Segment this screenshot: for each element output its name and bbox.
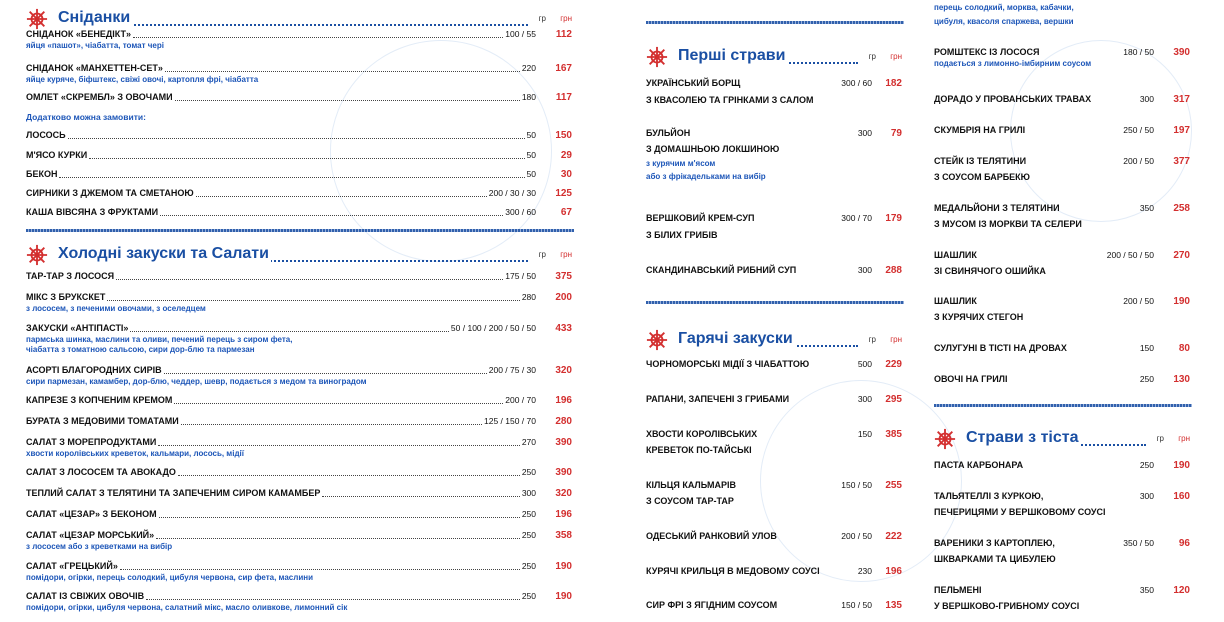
item-weight: 250 <box>1139 374 1154 384</box>
leader-dots <box>146 599 520 600</box>
item-price: 117 <box>555 92 572 103</box>
menu-item <box>26 28 574 51</box>
item-price: 190 <box>555 561 572 572</box>
menu-item <box>26 62 574 85</box>
item-line <box>26 62 536 75</box>
menu-item <box>934 46 1192 69</box>
section-divider <box>646 21 904 24</box>
item-weight: 300 <box>857 394 872 404</box>
menu-item <box>26 129 574 142</box>
item-weight: 350 <box>1139 585 1154 595</box>
item-weight: 350 / 50 <box>1123 538 1154 548</box>
section-title: Сніданки <box>58 9 131 26</box>
item-name: ТАЛЬЯТЕЛЛІ З КУРКОЮ, <box>934 491 1044 501</box>
leader-dots <box>174 403 503 404</box>
item-name: ОМЛЕТ «СКРЕМБЛ» З ОВОЧАМИ <box>26 92 173 102</box>
menu-item <box>934 584 1192 613</box>
item-price: 320 <box>555 488 572 499</box>
item-price: 358 <box>555 530 572 541</box>
item-price: 390 <box>555 437 572 448</box>
item-name: УКРАЇНСЬКИЙ БОРЩ <box>646 78 741 88</box>
item-price: 79 <box>890 128 902 139</box>
leader-dots <box>133 37 503 38</box>
item-line <box>26 508 536 521</box>
item-price: 120 <box>1173 585 1190 596</box>
item-description: яйце куряче, біфштекс, свіжі овочі, картопля фрі, чіабатта <box>26 75 259 84</box>
item-line <box>26 415 536 428</box>
ships-wheel-icon <box>646 46 668 68</box>
item-name: КАША ВІВСЯНА З ФРУКТАМИ <box>26 207 159 217</box>
item-weight: 180 / 50 <box>1123 47 1154 57</box>
section-header <box>26 242 574 266</box>
menu-item <box>646 565 904 578</box>
item-line <box>26 560 536 573</box>
item-weight: 150 / 50 <box>841 480 872 490</box>
section-dough-dishes <box>934 426 1192 450</box>
item-weight: 175 / 50 <box>505 271 536 281</box>
item-price: 160 <box>1173 491 1190 502</box>
item-weight: 200 / 50 <box>841 531 872 541</box>
menu-item <box>26 364 574 387</box>
item-name-line2: ЗІ СВИНЯЧОГО ОШИЙКА <box>934 266 1046 276</box>
item-description: з лососем або з креветками на вибір <box>26 542 173 551</box>
item-name: ШАШЛИК <box>934 296 977 306</box>
item-price: 320 <box>555 365 572 376</box>
item-line <box>26 291 536 304</box>
item-price: 196 <box>555 509 572 520</box>
item-price: 295 <box>885 394 902 405</box>
menu-column-middle <box>646 0 904 622</box>
item-name: ДОРАДО У ПРОВАНСЬКИХ ТРАВАХ <box>934 94 1092 104</box>
item-weight: 250 / 50 <box>1123 125 1154 135</box>
item-name: КАПРЕЗЕ З КОПЧЕНИМ КРЕМОМ <box>26 395 173 405</box>
currency-label: грн <box>890 335 902 344</box>
item-price: 112 <box>555 29 572 40</box>
item-price: 229 <box>885 359 902 370</box>
item-price: 433 <box>555 323 572 334</box>
section-title: Страви з тіста <box>966 429 1079 446</box>
item-name: КІЛЬЦЯ КАЛЬМАРІВ <box>646 480 736 490</box>
item-price: 179 <box>885 213 902 224</box>
menu-item <box>934 537 1192 566</box>
item-description: подається з лимонно-імбирним соусом <box>934 59 1092 68</box>
item-line <box>26 187 536 200</box>
leader-dots <box>107 300 519 301</box>
item-price: 200 <box>555 292 572 303</box>
menu-item <box>26 206 574 219</box>
section-divider <box>646 301 904 304</box>
item-name: ПЕЛЬМЕНІ <box>934 585 982 595</box>
menu-column-left <box>26 0 574 622</box>
item-name-line2: З ДОМАШНЬОЮ ЛОКШИНОЮ <box>646 144 780 154</box>
item-line <box>26 529 536 542</box>
item-price: 150 <box>555 130 572 141</box>
item-name-line2: У ВЕРШКОВО-ГРИБНОМУ СОУСІ <box>934 601 1080 611</box>
item-name: ТАР-ТАР З ЛОСОСЯ <box>26 271 115 281</box>
item-weight: 350 <box>1139 203 1154 213</box>
item-price: 385 <box>885 429 902 440</box>
item-weight: 250 <box>521 561 536 571</box>
item-name: ОДЕСЬКИЙ РАНКОВИЙ УЛОВ <box>646 531 777 541</box>
item-price: 258 <box>1173 203 1190 214</box>
item-line <box>26 91 536 104</box>
currency-label: гр <box>868 52 876 61</box>
leader-dots <box>59 177 524 178</box>
menu-item <box>26 168 574 181</box>
leader-dots <box>89 158 524 159</box>
menu-item <box>26 394 574 407</box>
item-weight: 250 <box>521 591 536 601</box>
item-name: СУЛУГУНІ В ТІСТІ НА ДРОВАХ <box>934 343 1067 353</box>
menu-item <box>26 322 574 345</box>
item-name: САЛАТ ІЗ СВІЖИХ ОВОЧІВ <box>26 591 145 601</box>
menu-item <box>646 77 904 107</box>
item-line <box>26 28 536 41</box>
menu-item <box>934 342 1192 355</box>
ships-wheel-icon <box>934 428 956 450</box>
item-name: АСОРТІ БЛАГОРОДНИХ СИРІВ <box>26 365 162 375</box>
menu-item <box>26 187 574 200</box>
item-name: БУРАТА З МЕДОВИМИ ТОМАТАМИ <box>26 416 179 426</box>
currency-label: грн <box>560 250 572 259</box>
item-line <box>26 270 536 283</box>
menu-item <box>26 529 574 552</box>
menu-item <box>26 91 574 104</box>
item-price: 196 <box>885 566 902 577</box>
item-weight: 300 / 70 <box>841 213 872 223</box>
item-description: або з фрікадельками на вибір <box>646 172 766 181</box>
item-name: САЛАТ З МОРЕПРОДУКТАМИ <box>26 437 157 447</box>
item-price: 135 <box>885 600 902 611</box>
item-price: 190 <box>1173 460 1190 471</box>
menu-item <box>646 358 904 371</box>
item-weight: 200 / 75 / 30 <box>488 365 536 375</box>
item-name: СИРНИКИ З ДЖЕМОМ ТА СМЕТАНОЮ <box>26 188 194 198</box>
item-price: 288 <box>885 265 902 276</box>
item-name-line2: КРЕВЕТОК ПО-ТАЙСЬКІ <box>646 445 752 455</box>
item-description: цибуля, квасоля спаржева, вершки <box>934 17 1074 26</box>
menu-item <box>934 295 1192 324</box>
item-name-line2: З МУСОМ ІЗ МОРКВИ ТА СЕЛЕРИ <box>934 219 1082 229</box>
item-weight: 200 / 30 / 30 <box>488 188 536 198</box>
item-price: 196 <box>555 395 572 406</box>
item-weight: 125 / 150 / 70 <box>484 416 536 426</box>
item-weight: 500 <box>857 359 872 369</box>
item-weight: 150 <box>1139 343 1154 353</box>
menu-item <box>26 291 574 314</box>
item-price: 255 <box>885 480 902 491</box>
item-name: КУРЯЧІ КРИЛЬЦЯ В МЕДОВОМУ СОУСІ <box>646 566 820 576</box>
item-weight: 50 <box>526 169 536 179</box>
item-line <box>26 487 536 500</box>
item-price: 377 <box>1173 156 1190 167</box>
menu-item <box>934 93 1192 106</box>
item-weight: 200 / 50 <box>1123 296 1154 306</box>
item-name: САЛАТ «ЦЕЗАР МОРСЬКИЙ» <box>26 530 155 540</box>
item-price: 280 <box>555 416 572 427</box>
item-line <box>26 394 536 407</box>
item-weight: 50 / 100 / 200 / 50 / 50 <box>450 323 536 333</box>
menu-item <box>26 436 574 459</box>
item-price: 190 <box>1173 296 1190 307</box>
item-line <box>26 364 536 377</box>
item-weight: 300 / 60 <box>841 78 872 88</box>
leader-dots <box>160 215 503 216</box>
item-weight: 200 / 50 <box>1123 156 1154 166</box>
item-name-line2: З КУРЯЧИХ СТЕГОН <box>934 312 1024 322</box>
leader-dots <box>196 196 487 197</box>
item-price: 390 <box>555 467 572 478</box>
section-breakfast <box>26 6 574 30</box>
item-name: ВЕРШКОВИЙ КРЕМ-СУП <box>646 213 755 223</box>
item-description: з курячим м'ясом <box>646 159 716 168</box>
item-name: ОВОЧІ НА ГРИЛІ <box>934 374 1008 384</box>
section-header <box>646 327 904 351</box>
ships-wheel-icon <box>26 8 48 30</box>
item-description: хвости королівських креветок, кальмари, лосось, мідії <box>26 449 244 458</box>
leader-dots <box>322 496 519 497</box>
leader-dots <box>156 538 520 539</box>
item-name-line2: ШКВАРКАМИ ТА ЦИБУЛЕЮ <box>934 554 1056 564</box>
item-name: СКАНДИНАВСЬКИЙ РИБНИЙ СУП <box>646 265 797 275</box>
item-name: М'ЯСО КУРКИ <box>26 150 88 160</box>
item-name: ШАШЛИК <box>934 250 977 260</box>
menu-item <box>646 479 904 508</box>
item-weight: 230 <box>857 566 872 576</box>
item-weight: 300 / 60 <box>505 207 536 217</box>
item-name-line2: З СОУСОМ ТАР-ТАР <box>646 496 734 506</box>
currency-label: гр <box>538 250 546 259</box>
menu-item <box>934 155 1192 184</box>
item-name-line2: З БІЛИХ ГРИБІВ <box>646 230 718 240</box>
item-weight: 250 <box>521 530 536 540</box>
item-price: 67 <box>560 207 572 218</box>
item-line <box>26 149 536 162</box>
item-name: ПАСТА КАРБОНАРА <box>934 460 1024 470</box>
item-line <box>26 466 536 479</box>
currency-label: гр <box>868 335 876 344</box>
extra-label: Додатково можна замовити: <box>26 112 146 122</box>
section-first-courses <box>646 44 904 68</box>
item-name-line2: ПЕЧЕРИЦЯМИ У ВЕРШКОВОМУ СОУСІ <box>934 507 1106 517</box>
leader-dots <box>158 445 519 446</box>
section-header <box>26 6 574 30</box>
item-price: 182 <box>885 78 902 89</box>
item-weight: 180 <box>521 92 536 102</box>
item-name: БЕКОН <box>26 169 58 179</box>
menu-item <box>26 149 574 162</box>
item-weight: 300 <box>1139 491 1154 501</box>
item-line <box>26 590 536 603</box>
item-price: 96 <box>1178 538 1190 549</box>
leader-dots <box>165 71 520 72</box>
item-name: ЗАКУСКИ «АНТІПАСТІ» <box>26 323 129 333</box>
currency-label: грн <box>890 52 902 61</box>
item-price: 222 <box>885 531 902 542</box>
item-line <box>26 168 536 181</box>
item-weight: 200 / 70 <box>505 395 536 405</box>
item-name-line2: З КВАСОЛЕЮ ТА ГРІНКАМИ З САЛОМ <box>646 95 814 105</box>
item-name: СКУМБРІЯ НА ГРИЛІ <box>934 125 1026 135</box>
menu-item <box>26 270 574 283</box>
item-price: 130 <box>1173 374 1190 385</box>
item-description: пармська шинка, маслини та оливи, печений перець з сиром фета, <box>26 335 293 344</box>
leader-dots <box>130 331 448 332</box>
item-name: РАПАНИ, ЗАПЕЧЕНІ З ГРИБАМИ <box>646 394 790 404</box>
section-divider <box>26 229 574 232</box>
item-price: 197 <box>1173 125 1190 136</box>
item-name: РОМШТЕКС ІЗ ЛОСОСЯ <box>934 47 1040 57</box>
item-weight: 50 <box>526 150 536 160</box>
leader-dots <box>68 138 525 139</box>
item-price: 390 <box>1173 47 1190 58</box>
menu-item <box>934 373 1192 386</box>
section-header <box>934 426 1192 450</box>
item-line <box>26 436 536 449</box>
menu-item <box>26 508 574 521</box>
item-weight: 250 <box>521 509 536 519</box>
item-name: САЛАТ «ЦЕЗАР» З БЕКОНОМ <box>26 509 157 519</box>
ships-wheel-icon <box>26 244 48 266</box>
item-name: САЛАТ «ГРЕЦЬКИЙ» <box>26 561 118 571</box>
menu-item <box>26 466 574 479</box>
item-weight: 250 <box>1139 460 1154 470</box>
item-weight: 150 / 50 <box>841 600 872 610</box>
item-line <box>26 129 536 142</box>
menu-item <box>934 490 1192 519</box>
item-weight: 220 <box>521 63 536 73</box>
item-weight: 150 <box>857 429 872 439</box>
item-weight: 300 <box>857 128 872 138</box>
currency-label: грн <box>1178 434 1190 443</box>
item-name: ЛОСОСЬ <box>26 130 66 140</box>
section-hot-snacks <box>646 327 904 351</box>
item-line <box>26 206 536 219</box>
item-name: СНІДАНОК «БЕНЕДІКТ» <box>26 29 132 39</box>
item-price: 125 <box>555 188 572 199</box>
leader-dots <box>175 100 520 101</box>
leader-dots <box>120 569 520 570</box>
currency-label: гр <box>538 14 546 23</box>
item-name: ХВОСТИ КОРОЛІВСЬКИХ <box>646 429 758 439</box>
item-weight: 300 <box>521 488 536 498</box>
menu-item <box>646 428 904 457</box>
item-name: ВАРЕНИКИ З КАРТОПЛЕЮ, <box>934 538 1055 548</box>
menu-item <box>26 415 574 428</box>
item-line <box>26 322 536 335</box>
item-price: 80 <box>1178 343 1190 354</box>
menu-item <box>934 202 1192 231</box>
section-header <box>646 44 904 68</box>
menu-item <box>646 599 904 612</box>
currency-label: гр <box>1156 434 1164 443</box>
leader-dots <box>116 279 503 280</box>
leader-dots <box>159 517 520 518</box>
item-name-line2: З СОУСОМ БАРБЕКЮ <box>934 172 1030 182</box>
leader-dots <box>164 373 487 374</box>
section-divider <box>934 404 1192 407</box>
item-description: чіабатта з томатною сальсою, сири дор-блю та пармезан <box>26 345 255 354</box>
menu-column-right <box>934 0 1192 622</box>
item-weight: 250 <box>521 467 536 477</box>
item-name: МІКС З БРУКСКЕТ <box>26 292 106 302</box>
item-price: 317 <box>1173 94 1190 105</box>
item-description: перець солодкий, морква, кабачки, <box>934 3 1074 12</box>
item-name: ТЕПЛИЙ САЛАТ З ТЕЛЯТИНИ ТА ЗАПЕЧЕНИМ СИРОМ КАМАМБЕР <box>26 488 321 498</box>
menu-item <box>26 487 574 500</box>
item-weight: 300 <box>857 265 872 275</box>
item-name: САЛАТ З ЛОСОСЕМ ТА АВОКАДО <box>26 467 176 477</box>
ships-wheel-icon <box>646 329 668 351</box>
item-name: БУЛЬЙОН <box>646 128 691 138</box>
item-price: 30 <box>560 169 572 180</box>
item-weight: 50 <box>526 130 536 140</box>
section-cold-snacks <box>26 242 574 266</box>
section-title: Перші страви <box>678 47 786 64</box>
currency-label: грн <box>560 14 572 23</box>
menu-item <box>934 459 1192 472</box>
item-price: 190 <box>555 591 572 602</box>
item-price: 167 <box>555 63 572 74</box>
leader-dots <box>178 475 520 476</box>
item-description: з лососем, з печеними овочами, з оселедцем <box>26 304 206 313</box>
item-weight: 300 <box>1139 94 1154 104</box>
item-price: 375 <box>555 271 572 282</box>
item-weight: 100 / 55 <box>505 29 536 39</box>
menu-item <box>646 127 904 182</box>
menu-item <box>646 264 904 277</box>
item-weight: 280 <box>521 292 536 302</box>
item-description: помідори, огірки, цибуля червона, салатний мікс, масло оливкове, лимонний сік <box>26 603 348 612</box>
menu-item <box>934 249 1192 278</box>
item-price: 29 <box>560 150 572 161</box>
item-name: СНІДАНОК «МАНХЕТТЕН-СЕТ» <box>26 63 163 73</box>
menu-item <box>26 590 574 613</box>
menu-item <box>934 124 1192 137</box>
item-name: МЕДАЛЬЙОНИ З ТЕЛЯТИНИ <box>934 203 1060 213</box>
item-price: 270 <box>1173 250 1190 261</box>
menu-item <box>26 560 574 583</box>
item-description: сири пармезан, камамбер, дор-блю, чеддер, шевр, подається з медом та виноградом <box>26 377 367 386</box>
item-description: яйця «пашот», чіабатта, томат чері <box>26 41 164 50</box>
menu-item <box>646 530 904 543</box>
item-name: ЧОРНОМОРСЬКІ МІДІЇ З ЧІАБАТТОЮ <box>646 359 810 369</box>
item-name: СИР ФРІ З ЯГІДНИМ СОУСОМ <box>646 600 778 610</box>
section-title: Гарячі закуски <box>678 330 793 347</box>
menu-item <box>646 393 904 406</box>
menu-item <box>646 212 904 242</box>
item-weight: 200 / 50 / 50 <box>1106 250 1154 260</box>
leader-dots <box>181 424 482 425</box>
section-title: Холодні закуски та Салати <box>58 245 269 262</box>
item-description: помідори, огірки, перець солодкий, цибуля червона, сир фета, маслини <box>26 573 313 582</box>
item-name: СТЕЙК ІЗ ТЕЛЯТИНИ <box>934 156 1027 166</box>
item-weight: 270 <box>521 437 536 447</box>
